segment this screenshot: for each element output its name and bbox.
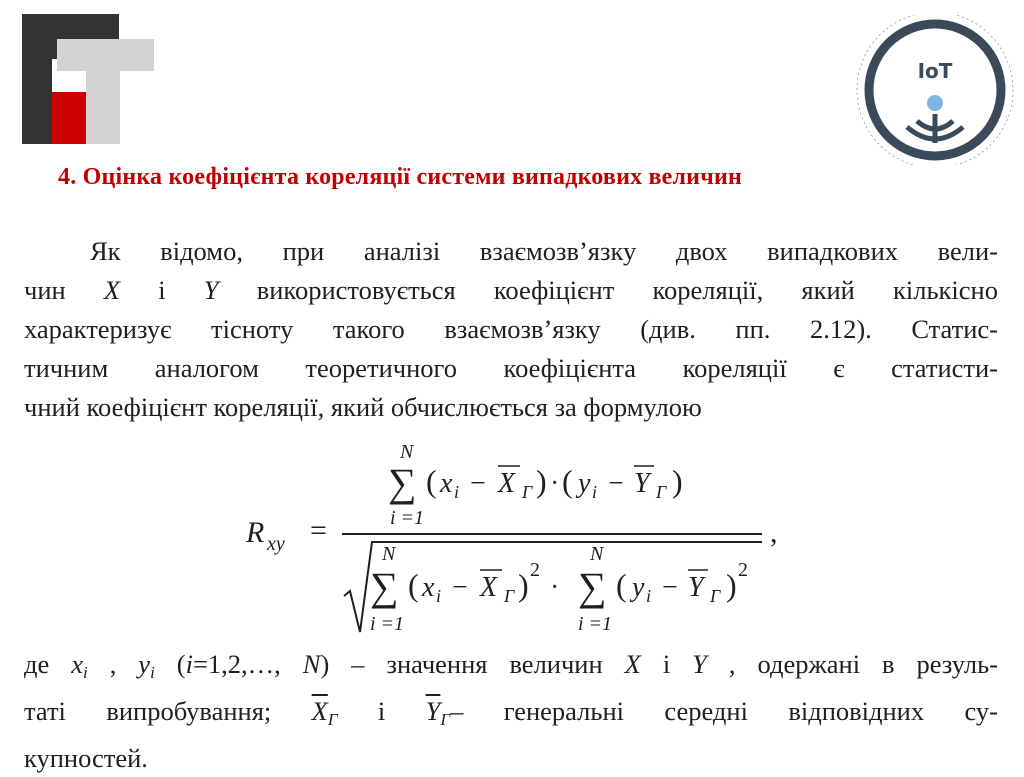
correlation-formula: [240, 436, 800, 646]
svg-text:(: (: [562, 463, 573, 499]
svg-text:X: X: [480, 572, 498, 603]
svg-text:2: 2: [738, 559, 748, 581]
formula-comma: ,: [770, 516, 778, 549]
definitions-paragraph: [24, 645, 998, 777]
svg-text:y: y: [632, 572, 645, 603]
svg-text:i: i: [646, 586, 652, 606]
svg-text:∑: ∑: [388, 460, 417, 505]
svg-text:x: x: [440, 468, 453, 499]
svg-text:N: N: [382, 543, 396, 565]
svg-text:∑: ∑: [370, 564, 399, 609]
svg-text:−: −: [608, 468, 624, 499]
svg-text:i =1: i =1: [390, 507, 425, 529]
svg-text:(: (: [408, 567, 419, 603]
paragraph-line: де $x_i$ , $y_i$ (i=1,2,…, N) – значення величин X і Y , одержані в резуль-: [24, 649, 998, 682]
iot-department-logo: [855, 15, 1023, 165]
svg-text:Y: Y: [688, 572, 704, 603]
formula-lhs: R: [246, 516, 265, 549]
paragraph-line: таті випробування; $\overline{X}_Г$ і $\overline{Y}_Г-$ генеральні середні відповідних су-: [24, 696, 998, 729]
svg-text:(: (: [616, 567, 627, 603]
formula-lhs-sub: xy: [267, 533, 285, 555]
svg-text:−: −: [452, 572, 468, 603]
paragraph-line: тичним аналогом теоретичного коефіцієнта кореляції є статисти-: [24, 353, 998, 383]
ft-logo: [22, 14, 154, 144]
svg-text:x: x: [422, 572, 435, 603]
formula-equals: =: [310, 514, 327, 547]
svg-text:i: i: [436, 586, 442, 606]
paragraph-line: Як відомо, при аналізі взаємозв’язку двох випадкових вели-: [90, 236, 998, 266]
svg-text:N: N: [590, 543, 604, 565]
paragraph-line: чин X і Y використовується коефіцієнт кореляції, який кількісно: [24, 275, 998, 305]
svg-text:y: y: [578, 468, 591, 499]
svg-text:·: ·: [550, 572, 560, 603]
paragraph-line: характеризує тісноту такого взаємозв’язку (див. пп. 2.12). Статис-: [24, 314, 998, 344]
svg-text:N: N: [400, 441, 414, 463]
section-heading: 4. Оцінка коефіцієнта кореляції системи випадкових величин: [58, 164, 742, 190]
svg-text:i: i: [592, 482, 598, 502]
paragraph-line: чний коефіцієнт кореляції, який обчислюється за формулою: [24, 392, 702, 422]
intro-paragraph: [24, 232, 998, 427]
svg-text:Г: Г: [522, 482, 533, 502]
svg-text:−: −: [470, 468, 486, 499]
svg-text:Г: Г: [656, 482, 667, 502]
svg-text:i =1: i =1: [370, 613, 405, 635]
svg-text:2: 2: [530, 559, 540, 581]
svg-text:−: −: [662, 572, 678, 603]
svg-text:·: ·: [550, 468, 560, 499]
svg-text:∑: ∑: [578, 564, 607, 609]
svg-text:Г: Г: [504, 586, 515, 606]
svg-text:): ): [726, 567, 737, 603]
svg-text:i =1: i =1: [578, 613, 613, 635]
svg-text:(: (: [426, 463, 437, 499]
paragraph-line: купностей.: [24, 743, 148, 773]
svg-text:): ): [518, 567, 529, 603]
svg-text:): ): [536, 463, 547, 499]
svg-text:i: i: [454, 482, 460, 502]
svg-text:Г: Г: [710, 586, 721, 606]
iot-logo-text: IoT: [917, 59, 953, 83]
svg-text:Y: Y: [634, 468, 650, 499]
svg-text:X: X: [498, 468, 516, 499]
svg-text:): ): [672, 463, 683, 499]
